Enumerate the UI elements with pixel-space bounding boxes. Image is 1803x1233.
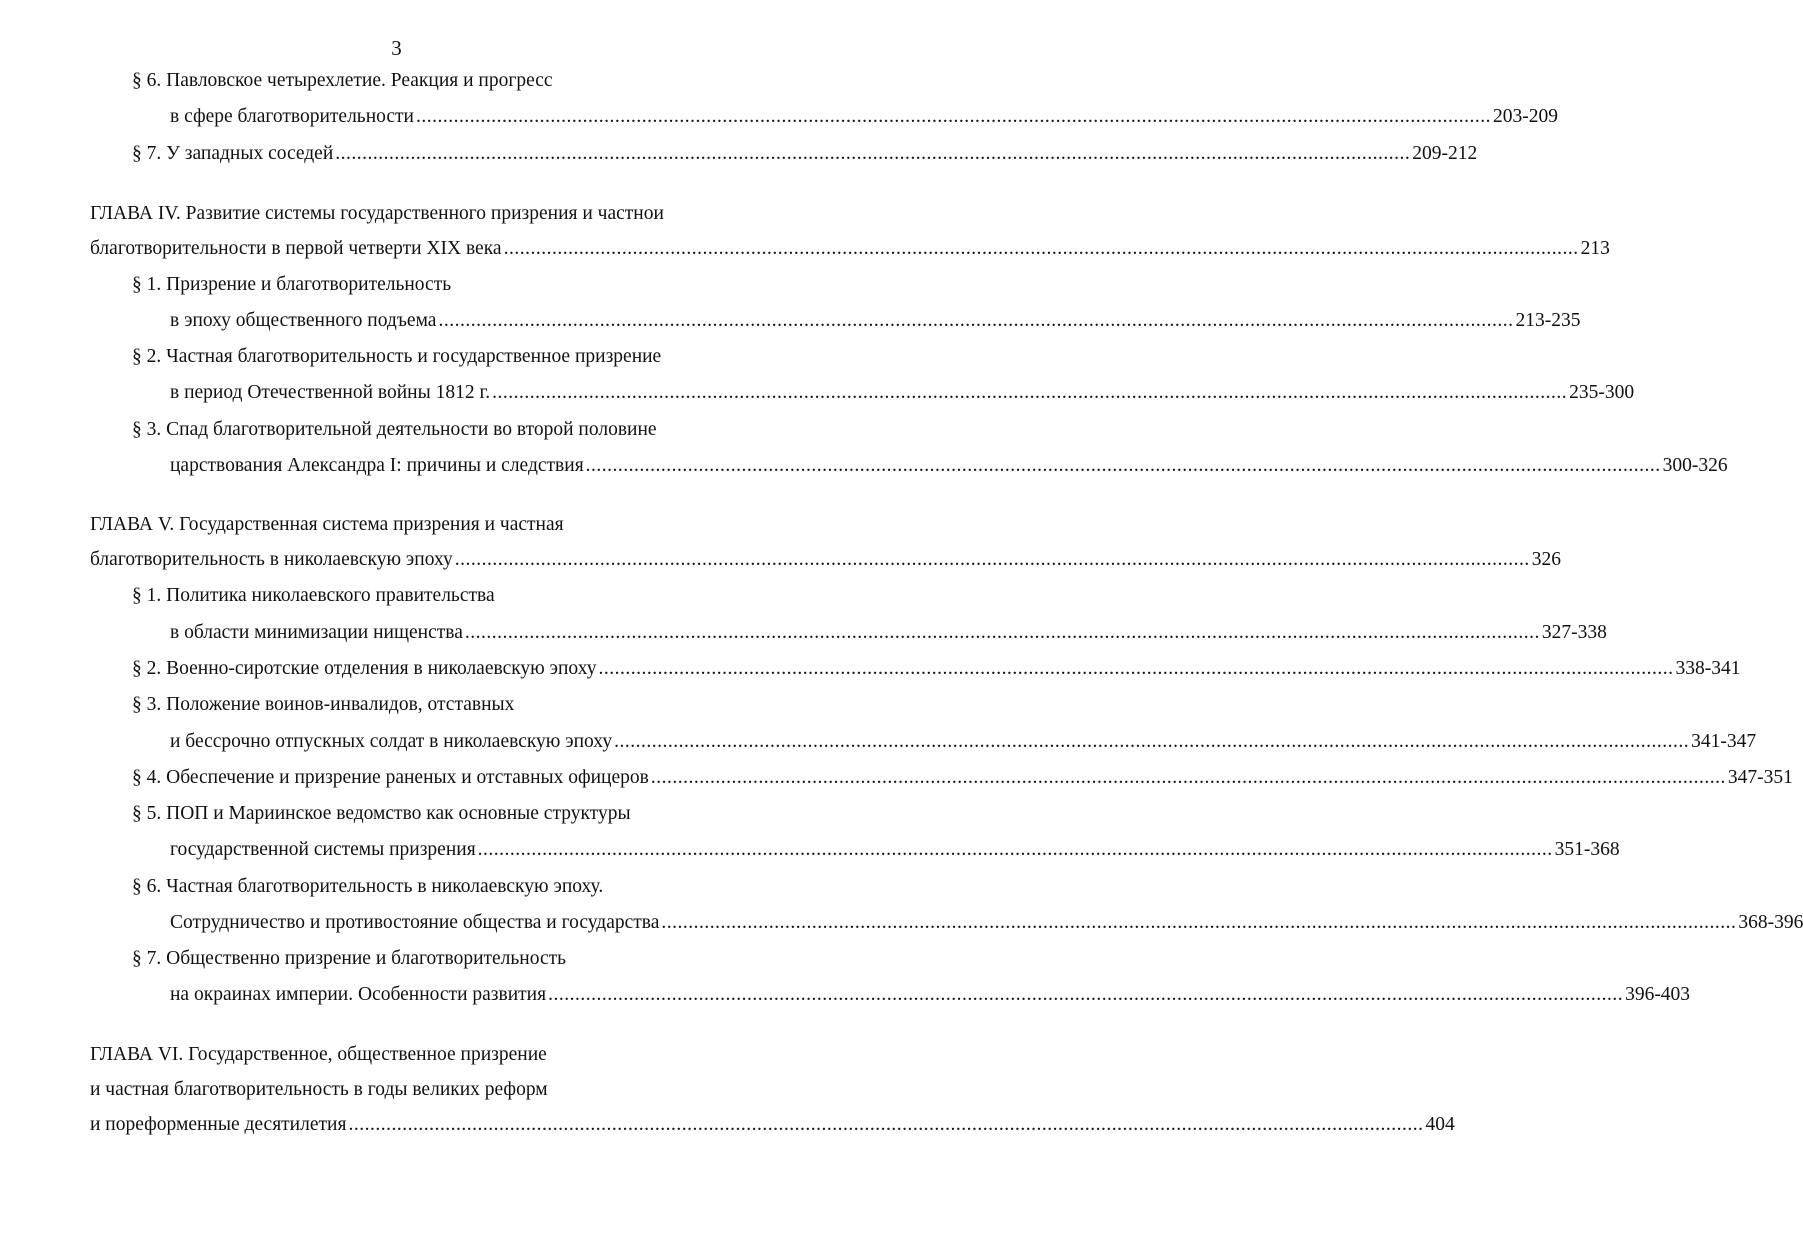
toc-section-heading: § 6. Частная благотворительность в николаевскую эпоху. [132, 876, 604, 897]
dot-leader: ........................................................................................................................................................................................................ [416, 106, 1491, 127]
dot-leader: ........................................................................................................................................................................................................ [585, 455, 1661, 476]
dot-leader: ........................................................................................................................................................................................................ [348, 1114, 1424, 1135]
toc-section-heading: § 1. Политика николаевского правительства [132, 585, 495, 606]
toc-page-range: 213-235 [1515, 310, 1581, 331]
toc-section-heading: § 3. Положение воинов-инвалидов, отставных [132, 694, 515, 715]
toc-chapter-heading: и частная благотворительность в годы великих реформ [90, 1079, 548, 1100]
toc-entry: и бессрочно отпускных солдат в николаевскую эпоху ........................................................................................................................................................................................................ 341-347 [170, 729, 762, 755]
toc-entry: благотворительность в николаевскую эпоху ........................................................................................................................................................................................................ 326 [90, 547, 762, 573]
dot-leader: ........................................................................................................................................................................................................ [438, 310, 1514, 331]
toc-page-range: 209-212 [1412, 143, 1478, 164]
dot-leader: ........................................................................................................................................................................................................ [503, 238, 1579, 259]
toc-page-range: 235-300 [1569, 382, 1635, 403]
toc-section-heading: § 5. ПОП и Мариинское ведомство как основные структуры [132, 803, 631, 824]
toc-section-heading: § 1. Призрение и благотворительность [132, 274, 452, 295]
toc-page-range: 203-209 [1493, 106, 1558, 127]
toc-page-range: 326 [1531, 549, 1561, 570]
dot-leader: ........................................................................................................................................................................................................ [548, 984, 1624, 1005]
toc-chapter-heading: ГЛАВА VI. Государственное, общественное призрение [90, 1044, 547, 1065]
toc-page-range: 300-326 [1662, 455, 1728, 476]
toc-chapter-heading: ГЛАВА IV. Развитие системы государственного призрения и частнои [90, 203, 664, 224]
dot-leader: ........................................................................................................................................................................................................ [598, 658, 1674, 679]
toc-entry: в эпоху общественного подъема ........................................................................................................................................................................................................ 213-235 [170, 308, 762, 334]
dot-leader: ........................................................................................................................................................................................................ [614, 731, 1690, 752]
toc-page-range: 404 [1425, 1114, 1455, 1135]
toc-page-range: 213 [1580, 238, 1610, 259]
dot-leader: ........................................................................................................................................................................................................ [335, 143, 1411, 164]
toc-entry: § 2. Военно-сиротские отделения в николаевскую эпоху ........................................................................................................................................................................................................ 338-341 [132, 656, 762, 682]
dot-leader: ........................................................................................................................................................................................................ [477, 839, 1553, 860]
toc-section-heading: § 3. Спад благотворительной деятельности во второй половине [132, 419, 657, 440]
toc-entry: § 7. У западных соседей ........................................................................................................................................................................................................ 209-212 [132, 141, 762, 167]
toc-entry: благотворительности в первой четверти XIX века ........................................................................................................................................................................................................ 213 [90, 236, 762, 262]
toc-page-range: 351-368 [1554, 839, 1620, 860]
toc-entry: на окраинах империи. Особенности развития ........................................................................................................................................................................................................ 396-403 [170, 982, 762, 1008]
dot-leader: ........................................................................................................................................................................................................ [492, 382, 1568, 403]
dot-leader: ........................................................................................................................................................................................................ [464, 622, 1540, 643]
page-number: 3 [391, 36, 402, 60]
toc-entry: в период Отечественной войны 1812 г. ........................................................................................................................................................................................................ 235-300 [170, 380, 762, 406]
toc-entry: § 4. Обеспечение и призрение раненых и отставных офицеров ........................................................................................................................................................................................................ 347-351 [132, 765, 762, 791]
toc-page-range: 368-396 [1738, 912, 1803, 933]
toc-section-heading: § 6. Павловское четырехлетие. Реакция и прогресс [132, 70, 553, 91]
dot-leader: ........................................................................................................................................................................................................ [454, 549, 1530, 570]
toc-entry: государственной системы призрения ........................................................................................................................................................................................................ 351-368 [170, 837, 762, 863]
dot-leader: ........................................................................................................................................................................................................ [650, 767, 1726, 788]
toc-section-heading: § 7. Общественно призрение и благотворительность [132, 948, 567, 969]
toc-entry: царствования Александра I: причины и следствия ........................................................................................................................................................................................................ 300-326 [170, 453, 762, 479]
toc-chapter-heading: ГЛАВА V. Государственная система призрения и частная [90, 514, 564, 535]
toc-entry: и пореформенные десятилетия ........................................................................................................................................................................................................ 404 [90, 1112, 762, 1138]
toc-page-range: 341-347 [1691, 731, 1757, 752]
toc-page-range: 347-351 [1727, 767, 1793, 788]
toc-page-range: 396-403 [1625, 984, 1691, 1005]
toc-section-heading: § 2. Частная благотворительность и государственное призрение [132, 346, 662, 367]
toc-entry: в области минимизации нищенства ........................................................................................................................................................................................................ 327-338 [170, 620, 762, 646]
toc-entry: Сотрудничество и противостояние общества и государства ........................................................................................................................................................................................................ 368-396 [170, 910, 762, 936]
toc-page-range: 338-341 [1675, 658, 1741, 679]
toc-page-range: 327-338 [1541, 622, 1607, 643]
toc-entry: в сфере благотворительности ........................................................................................................................................................................................................ 203-209 [170, 104, 762, 130]
dot-leader: ........................................................................................................................................................................................................ [661, 912, 1737, 933]
